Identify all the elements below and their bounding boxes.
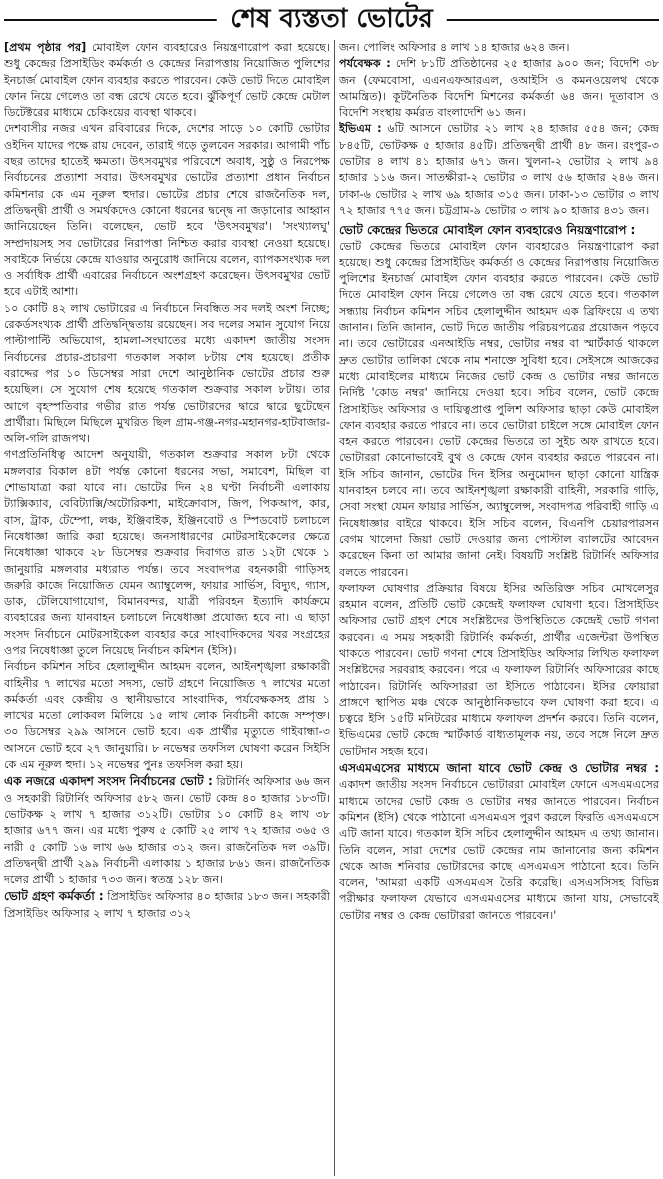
continuation-label: [প্রথম পৃষ্ঠার পর] [4, 41, 87, 54]
paragraph: গণপ্রতিনিধিত্ব আদেশ অনুযায়ী, গতকাল শুক্রবার সকাল ৮টা থেকে মঙ্গলবার বিকাল ৪টা পর্যন্ত কোনো ধরনের সভা, সমাবেশ, মিছিল বা শোভাযাত্রা করা যাবে না। ভোটের দিন ২৪ ঘণ্টা নির্বাচনী এলাকায় ট্যাক্সিক্যাব, বেবিট্যাক্সি/অটোরিকশা, মাইক্রোবাস, জিপ, পিকআপ, কার, বাস, ট্রাক, টেম্পো, লঞ্চ, ইঞ্জিবাইক, ইঞ্জিনবোট ও স্পিডবোট চলাচলে নিষেধাজ্ঞা জারি করা হয়েছে। জনসাধারণের মোটরসাইকেলের ক্ষেত্রে নিষেধাজ্ঞা থাকবে ২৮ ডিসেম্বর শুক্রবার দিবাগত রাত ১২টা থেকে ১ জানুয়ারি মঙ্গলবার মধ্যরাত পর্যন্ত। তবে সংবাদপত্র বহনকারী গাড়িসহ জরুরি কাজে নিয়োজিত যেমন অ্যাম্বুলেন্স, ফায়ার সার্ভিস, বিদ্যুৎ, গ্যাস, ডাক, টেলিযোগাযোগ, বিমানবন্দর, যাত্রী পরিবহন ইত্যাদি কার্যক্রমে ব্যবহারের জন্য যানবাহন চলাচলে নিষেধাজ্ঞা প্রযোজ্য হবে না। এ ছাড়া সংসদ নির্বাচনে মোটরসাইকেল ব্যবহার করে সাংবাদিকদের খবর সংগ্রহের ওপর নিষেধাজ্ঞা তুলে নিয়েছে নির্বাচন কমিশন (ইসি)। [4, 448, 330, 657]
paragraph [4, 40, 330, 121]
paragraph-text: মোবাইল ফোন ব্যবহারেও নিয়ন্ত্রণারোপ করা হয়েছে। শুধু কেন্দ্রের প্রিসাইডিং কর্মকর্তা ও কেন্দ্রের নিরাপত্তায় নিয়োজিত পুলিশের ইনচার্জ মোবাইল ফোন ব্যবহার করতে পারবেন। কেউ ভোট দিতে মোবাইল ফোন নিয়ে গেলেও তা বন্ধ রেখে যেতে হবে। ঝুঁকিপূর্ণ ভোট কেন্দ্রে মেটাল ডিটেক্টরের মাধ্যমে চেকিংয়ের ব্যবস্থা থাকবে। [4, 41, 330, 120]
paragraph: ভোট কেন্দ্রের ভিতরে মোবাইল ফোন ব্যবহারেও নিয়ন্ত্রণারোপ করা হয়েছে। শুধু কেন্দ্রের প্রিসাইডিং কর্মকর্তা ও কেন্দ্রের নিরাপত্তায় নিয়োজিত পুলিশের ইনচার্জ মোবাইল ফোন ব্যবহার করতে পারবেন। কেউ ভোট দিতে মোবাইল ফোন নিয়ে গেলেও তা বন্ধ রেখে যেতে হবে। গতকাল সন্ধ্যায় নির্বাচন কমিশন সচিব হেলালুদ্দীন আহমদ এক ব্রিফিংয়ে এ তথ্য জানান। তিনি জানান, ভোট দিতে জাতীয় পরিচয়পত্রের প্রয়োজন পড়বে না। তবে ভোটারের এনআইডি নম্বর, ভোটার নম্বর বা স্মার্টকার্ড থাকলে দ্রুত ভোটার তালিকা থেকে নাম শনাক্তে সুবিধা হবে। সেইসঙ্গে আজকের মধ্যে মোবাইলের মাধ্যমে নিজের ভোট কেন্দ্র ও ভোটার নম্বর জানতে নির্দিষ্ট 'কোড নম্বর' জানিয়ে দেওয়া হবে। সচিব বলেন, ভোট কেন্দ্রে প্রিসাইডিং অফিসার ও দায়িত্বপ্রাপ্ত পুলিশ অফিসার ছাড়া কেউ মোবাইল ফোন ব্যবহার করতে পারবে না। তবে ভোটারা চাইলে সঙ্গে মোবাইল ফোন বহন করতে পারবেন। ভোট কেন্দ্রের ভিতরে তা সুইচ অফ রাখতে হবে। ভোটাররা কোনোভাবেই বুথ ও কেন্দ্রে ফোন ব্যবহার করতে পারবেন না। ইসি সচিব জানান, ভোটের দিন ইসির অনুমোদন ছাড়া কোনো যান্ত্রিক যানবাহন চলবে না। তবে আইনশৃঙ্খলা রক্ষাকারী বাহিনী, সরকারি গাড়ি, সেবা সংস্থা যেমন ফায়ার সার্ভিস, অ্যাম্বুলেন্স, সংবাদপত্র পরিবাহী গাড়ি এ নিষেধাজ্ঞার বাইরে থাকবে। ইসি সচিব বলেন, বিএনপি চেয়ারপারসন বেগম খালেদা জিয়া ভোট দেওয়ার জন্য পোস্টাল ব্যালটের আবেদন করেছেন কিনা তা আমার জানা নেই। বিষয়টি সংশ্লিষ্ট রিটার্নিং অফিসার বলতে পারবেন। [339, 239, 659, 579]
subheading: পর্যবেক্ষক : [339, 57, 391, 71]
paragraph-text: একাদশ জাতীয় সংসদ নির্বাচনে ভোটাররা মোবাইল ফোনে এসএমএসের মাধ্যমে তাদের ভোট কেন্দ্র ও ভোটার নম্বর জানতে পারবেন। নির্বাচন কমিশন (ইসি) থেকে পাঠানো এসএমএস পুরণ করলে ফিরতি এসএমএসে এটি জানা যাবে। গতকাল ইসি সচিব হেলালুদ্দীন আহমদ এ তথ্য জানান। তিনি বলেন, সারা দেশের ভোট কেন্দ্রের নাম জানানোর জন্য কমিশন থেকে আজ শনিবার ভোটারদের কাছে এসএমএস পাঠানো হবে। তিনি বলেন, 'আমরা একটি এসএমএস তৈরি করেছি। এসএসসিসহ বিভিন্ন পরীক্ষার ফলাফল যেভাবে এসএমএসের মাধ্যমে জানা যায়, সেভাবেই ভোটার নম্বর ও কেন্দ্র ভোটাররা জানতে পারবেন।' [339, 778, 659, 922]
subsection [339, 56, 659, 121]
subsection [4, 888, 330, 922]
subsection [339, 121, 659, 219]
subheading: ভোট কেন্দ্রের ভিতরে মোবাইল ফোন ব্যবহারেও নিয়ন্ত্রণারোপ : [339, 223, 636, 238]
subsection [4, 773, 330, 888]
paragraph: ফলাফল ঘোষণার প্রক্রিয়ার বিষয়ে ইসির অতিরিক্ত সচিব মোখলেসুর রহমান বলেন, প্রতিটি ভোট কেন্দ্রেই ফলাফল ঘোষণা হবে। প্রিসাইডিং অফিসার ভোট গ্রহণ শেষে সংশ্লিষ্টদের উপস্থিতিতে কেন্দ্রেই ভোট গণনা করবেন। এ সময় সহকারী রিটার্নিং কর্মকর্তা, প্রার্থীর এজেন্টরা উপস্থিত থাকতে পারবেন। ভোট গণনা শেষে প্রিসাইডিং অফিসার লিখিত ফলাফল সংশ্লিষ্টদের সরবরাহ করবেন। পরে এ ফলাফল রিটার্নিং অফিসারের কাছে পাঠাবেন। রিটার্নিং অফিসাররা তা ইসিতে পাঠাবেন। ইসির ফোয়ারা প্রাঙ্গণে স্থাপিত মঞ্চ থেকে আনুষ্ঠানিকভাবে ফল ঘোষণা করা হবে। এ চত্বরে ইসি ১৫টি মনিটরের মাধ্যমে ফলাফল প্রদর্শন করবে। তিনি বলেন, ইভিএমের ভোট কেন্দ্রে স্মার্টকার্ড বাধ্যতামূলক নয়, তবে সঙ্গে নিলে দ্রুত ভোটদান সহজ হবে। [339, 581, 659, 758]
paragraph-text: দেশি ৮১টি প্রতিষ্ঠানের ২৫ হাজার ৯০০ জন; বিদেশি ৩৮ জন (ফেমবোসা, এএনএফআরএল, ওআইসি ও কমনওয়েলথ থেকে আমন্ত্রিত)। কূটনৈতিক বিদেশি মিশনের কর্মকর্তা ৬৪ জন। দূতাবাস ও বিদেশি সংস্থায় কর্মরত বাংলাদেশি ৬১ জন। [339, 57, 659, 120]
left-column [4, 40, 330, 1176]
headline: শেষ ব্যস্ততা ভোটের [216, 2, 447, 36]
paragraph: দেশবাসীর নজর এখন রবিবারের দিকে, দেশের সাড়ে ১০ কোটি ভোটার ওইদিন যাদের পক্ষে রায় দেবেন, তারাই গড়ে তুলবেন সরকার। আগামী পাঁচ বছর তাদের হাতেই ক্ষমতা। উৎসবমুখর পরিবেশে অবাধ, সুষ্ঠু ও নিরপেক্ষ নির্বাচনের প্রত্যাশা সবার। উৎসবমুখর ভোটের প্রত্যাশা প্রধান নির্বাচন কমিশনার কে এম নূরুল হুদার। ভোটের প্রচার শেষে রাজনৈতিক দল, প্রতিদ্বন্দ্বী প্রার্থী ও সমর্থকদেও কোনো ধরনের দ্বন্দ্বে না জড়ানোর আহ্বান জানিয়েছেন তিনি। বলেছেন, ভোট হবে 'উৎসবমুখর'। 'সংখ্যালঘু' সম্প্রদায়সহ সব ভোটারের নিরাপত্তা নিশ্চিত করার ব্যবস্থা নেওয়া হয়েছে। সবাইকে নির্ভয়ে কেন্দ্রে যাওয়ার অনুরোধ জানিয়ে বলেন, ব্যাপকসংখ্যক দল ও সর্বাধিক প্রার্থী এবারের নির্বাচনে অংশগ্রহণ করেছেন। উৎসবমুখর ভোট হবে এটাই আশা। [4, 122, 330, 299]
subheading: ইভিএম : [339, 122, 382, 136]
paragraph: নির্বাচন কমিশন সচিব হেলালুদ্দীন আহমদ বলেন, আইনশৃঙ্খলা রক্ষাকারী বাহিনীর ৭ লাখের মতো সদস্য, ভোট গ্রহণে নিয়োজিত ৭ লাখের মতো কর্মকর্তা এবং কেন্দ্রীয় ও স্থানীয়ভাবে সাংবাদিক, পর্যবেক্ষকসহ প্রায় ১ লাখের মতো লোকবল মিলিয়ে ১৫ লাখ লোক নির্বাচনী কাজে সম্পৃক্ত। ৩০ ডিসেম্বর ২৯৯ আসনে ভোট হবে। এক প্রার্থীর মৃত্যুতে গাইবান্ধা-৩ আসনে ভোট হবে ২৭ জানুয়ারি। ৮ নভেম্বর তফসিল ঘোষণা করেন সিইসি কে এম নূরুল হুদা। ১২ নভেম্বর পুনঃ তফসিল করা হয়। [4, 660, 330, 772]
paragraph-text: প্রিসাইডিং অফিসার ৪০ হাজার ১৮৩ জন। সহকারী প্রিসাইডিং অফিসার ২ লাখ ৭ হাজার ৩১২ [4, 890, 330, 920]
subsection [339, 760, 659, 924]
subheading: এসএমএসের মাধ্যমে জানা যাবে ভোট কেন্দ্র ও ভোটার নম্বর : [339, 761, 659, 776]
column-divider [334, 40, 335, 1176]
paragraph: জন। পোলিং অফিসার ৪ লাখ ১৪ হাজার ৬২৪ জন। [339, 41, 570, 54]
paragraph: ১০ কোটি ৪২ লাখ ভোটারের এ নির্বাচনে নিবন্ধিত সব দলই অংশ নিচ্ছে; রেকর্ডসংখ্যক প্রার্থী প্রতিদ্বন্দ্বিতায় রয়েছেন। সব দলের সমান সুযোগ নিয়ে পাল্টাপাল্টি অভিযোগ, হামলা-সংঘাতের মধ্যে একাদশ জাতীয় সংসদ নির্বাচনের প্রচার-প্রচারণা গতকাল সকাল ৮টায় শেষ হয়েছে। প্রতীক বরাদ্দের পর ১০ ডিসেম্বর সারা দেশে আনুষ্ঠানিক ভোটের প্রচার শুরু হয়েছিল। সে সুযোগ শেষ হয়েছে গতকাল শুক্রবার সকাল ৮টায়। তার আগে বৃহস্পতিবার গভীর রাত পর্যন্ত ভোটারদের দ্বারে দ্বারে ছুটেছেন প্রার্থীরা। মিছিলে মিছিলে মুখরিত ছিল গ্রাম-গঞ্জ-নগর-মহানগর-হাটবাজার-অলি-গলি রাজপথ। [4, 301, 330, 446]
headline-bar [0, 0, 663, 40]
subheading: ভোট গ্রহণ কর্মকর্তা : [4, 889, 104, 904]
right-column [339, 40, 659, 1176]
paragraph-text: রিটার্নিং অফিসার ৬৬ জন ও সহকারী রিটার্নিং অফিসার ৫৮২ জন। ভোট কেন্দ্র ৪০ হাজার ১৮৩টি। ভোটকক্ষ ২ লাখ ৭ হাজার ৩১২টি। ভোটার ১০ কোটি ৪২ লাখ ৩৮ হাজার ৬৭৭ জন। এর মধ্যে পুরুষ ৫ কোটি ২৫ লাখ ৭২ হাজার ৩৬৫ ও নারী ৫ কোটি ১৬ লাখ ৬৬ হাজার ৩১২ জন। রাজনৈতিক দল ৩৯টি। প্রতিদ্বন্দ্বী প্রার্থী ২৯৯ নির্বাচনী এলাকায় ১ হাজার ৮৬১ জন। রাজনৈতিক দলের প্রার্থী ১ হাজার ৭৩৩ জন। স্বতন্ত্র ১২৮ জন। [4, 775, 330, 887]
subheading: এক নজরে একাদশ সংসদ নির্বাচনের ভোট : [4, 774, 213, 789]
paragraph-text: ৬টি আসনে ভোটার ২১ লাখ ২৪ হাজার ৫৫৪ জন; কেন্দ্র ৮৪৫টি, ভোটকক্ষ ৫ হাজার ৪৫টি। প্রতিদ্বন্দ্বী প্রার্থী ৪৮ জন। রংপুর-৩ ভোটার ৪ লাখ ৪১ হাজার ৬৭১ জন। খুলনা-২ ভোটার ২ লাখ ৯৪ হাজার ১১৬ জন। সাতক্ষীরা-২ ভোটার ৩ লাখ ৫৬ হাজার ২৪৬ জন। ঢাকা-৬ ভোটার ২ লাখ ৬৯ হাজার ৩১৫ জন। ঢাকা-১৩ ভোটার ৩ লাখ ৭২ হাজার ৭৭৫ জন। চট্টগ্রাম-৯ ভোটার ৩ লাখ ৯০ হাজার ৪৩১ জন। [339, 122, 659, 217]
